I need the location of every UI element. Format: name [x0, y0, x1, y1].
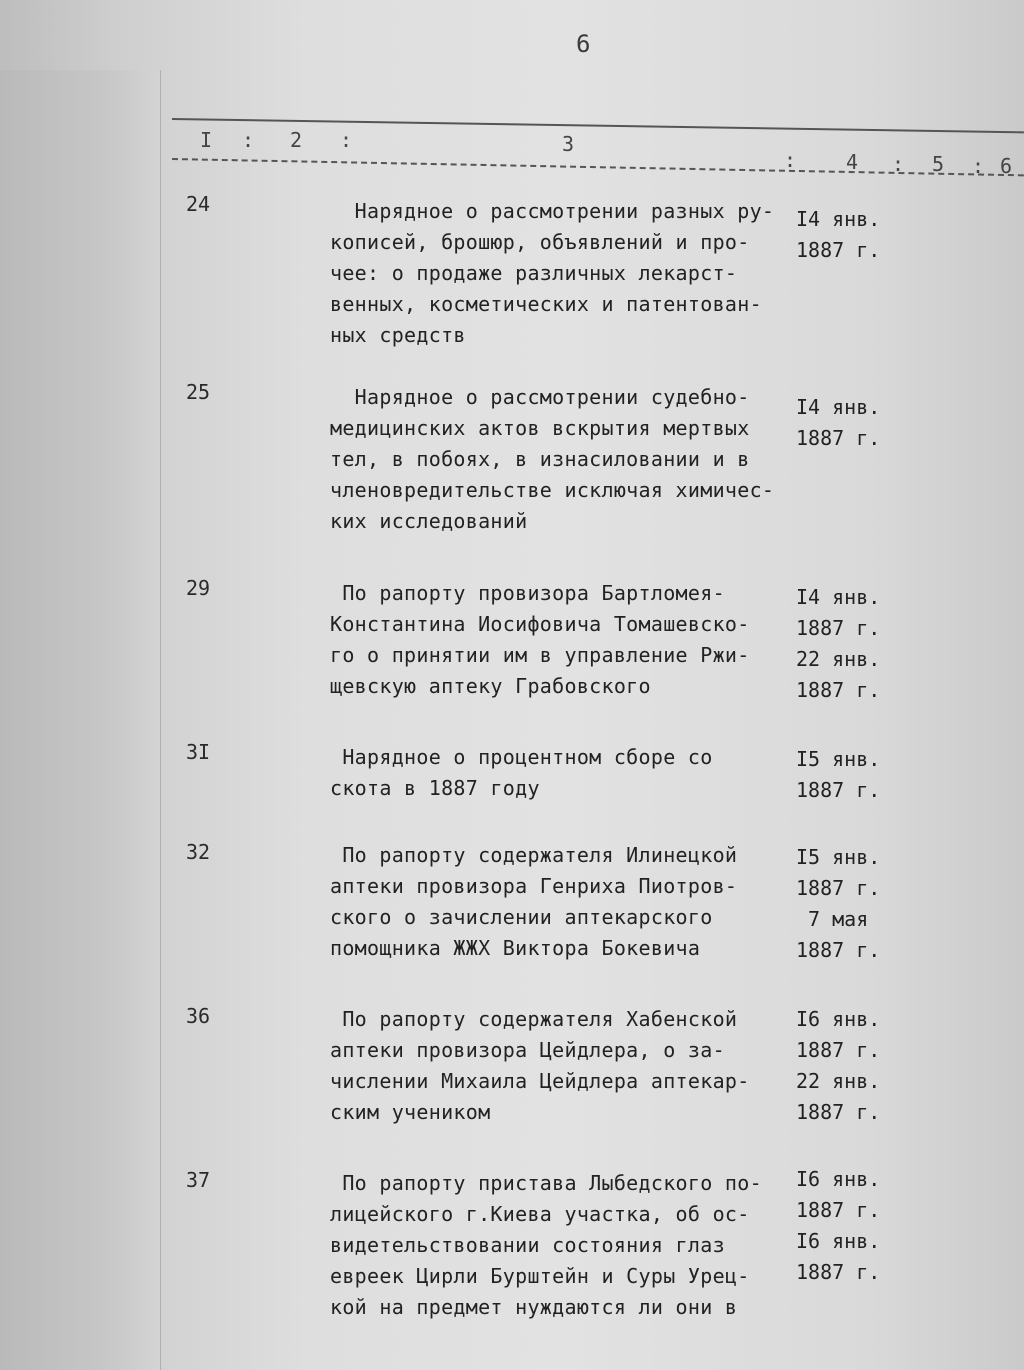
- entry-dates: I4 янв. 1887 г.: [796, 207, 881, 262]
- entry-description: Нарядное о рассмотрении разных ру- кописей, брошюр, объявлений и про- чее: о продаже различных лекарст- венных, косметических и патентован- ных средств: [330, 199, 775, 347]
- entry-number: 29: [186, 576, 211, 600]
- entry-number: 32: [186, 840, 211, 864]
- column-separator: :: [892, 152, 907, 176]
- column-number: 2: [290, 128, 305, 152]
- entry-number: 37: [186, 1168, 211, 1192]
- page-number: 6: [576, 30, 591, 58]
- column-separator: :: [340, 128, 355, 152]
- entry-dates: I6 янв. 1887 г. 22 янв. 1887 г.: [796, 1007, 881, 1124]
- entry-number: 24: [186, 192, 211, 216]
- column-separator: :: [242, 128, 257, 152]
- previous-page-edge: [0, 70, 161, 1370]
- column-separator: :: [784, 148, 799, 172]
- entry-description: Нарядное о процентном сборе со скота в 1887 году: [330, 745, 713, 800]
- entry-number: 3I: [186, 740, 211, 764]
- column-number: 3: [562, 132, 577, 156]
- column-number: 5: [932, 152, 947, 176]
- column-separator: :: [972, 154, 987, 178]
- entry-dates: I4 янв. 1887 г. 22 янв. 1887 г.: [796, 585, 881, 702]
- entry-description: Нарядное о рассмотрении судебно- медицинских актов вскрытия мертвых тел, в побоях, в изнасиловании и в членовредительстве исключая химичес- ких исследований: [330, 385, 775, 533]
- entry-number: 36: [186, 1004, 211, 1028]
- entry-number: 25: [186, 380, 211, 404]
- entry-description: По рапорту пристава Лыбедского по- лицейского г.Киева участка, об ос- видетельствовании состояния глаз евреек Цирли Бурштейн и Суры Урец- кой на предмет нуждаются ли они в: [330, 1171, 762, 1319]
- column-number: 4: [846, 150, 861, 174]
- entry-description: По рапорту провизора Бартломея- Константина Иосифовича Томашевско- го о принятии им в управление Ржи- щевскую аптеку Грабовского: [330, 581, 750, 698]
- entry-dates: I5 янв. 1887 г.: [796, 747, 881, 802]
- entry-dates: I5 янв. 1887 г. 7 мая 1887 г.: [796, 845, 881, 962]
- entry-description: По рапорту содержателя Хабенской аптеки провизора Цейдлера, о за- числении Михаила Цейдлера аптекар- ским учеником: [330, 1007, 750, 1124]
- column-number: 6: [1000, 154, 1015, 178]
- entry-description: По рапорту содержателя Илинецкой аптеки провизора Генриха Пиотров- ского о зачислении аптекарского помощника ЖЖХ Виктора Бокевича: [330, 843, 738, 960]
- entry-dates: I6 янв. 1887 г. I6 янв. 1887 г.: [796, 1167, 881, 1284]
- entry-dates: I4 янв. 1887 г.: [796, 395, 881, 450]
- column-number: I: [200, 128, 215, 152]
